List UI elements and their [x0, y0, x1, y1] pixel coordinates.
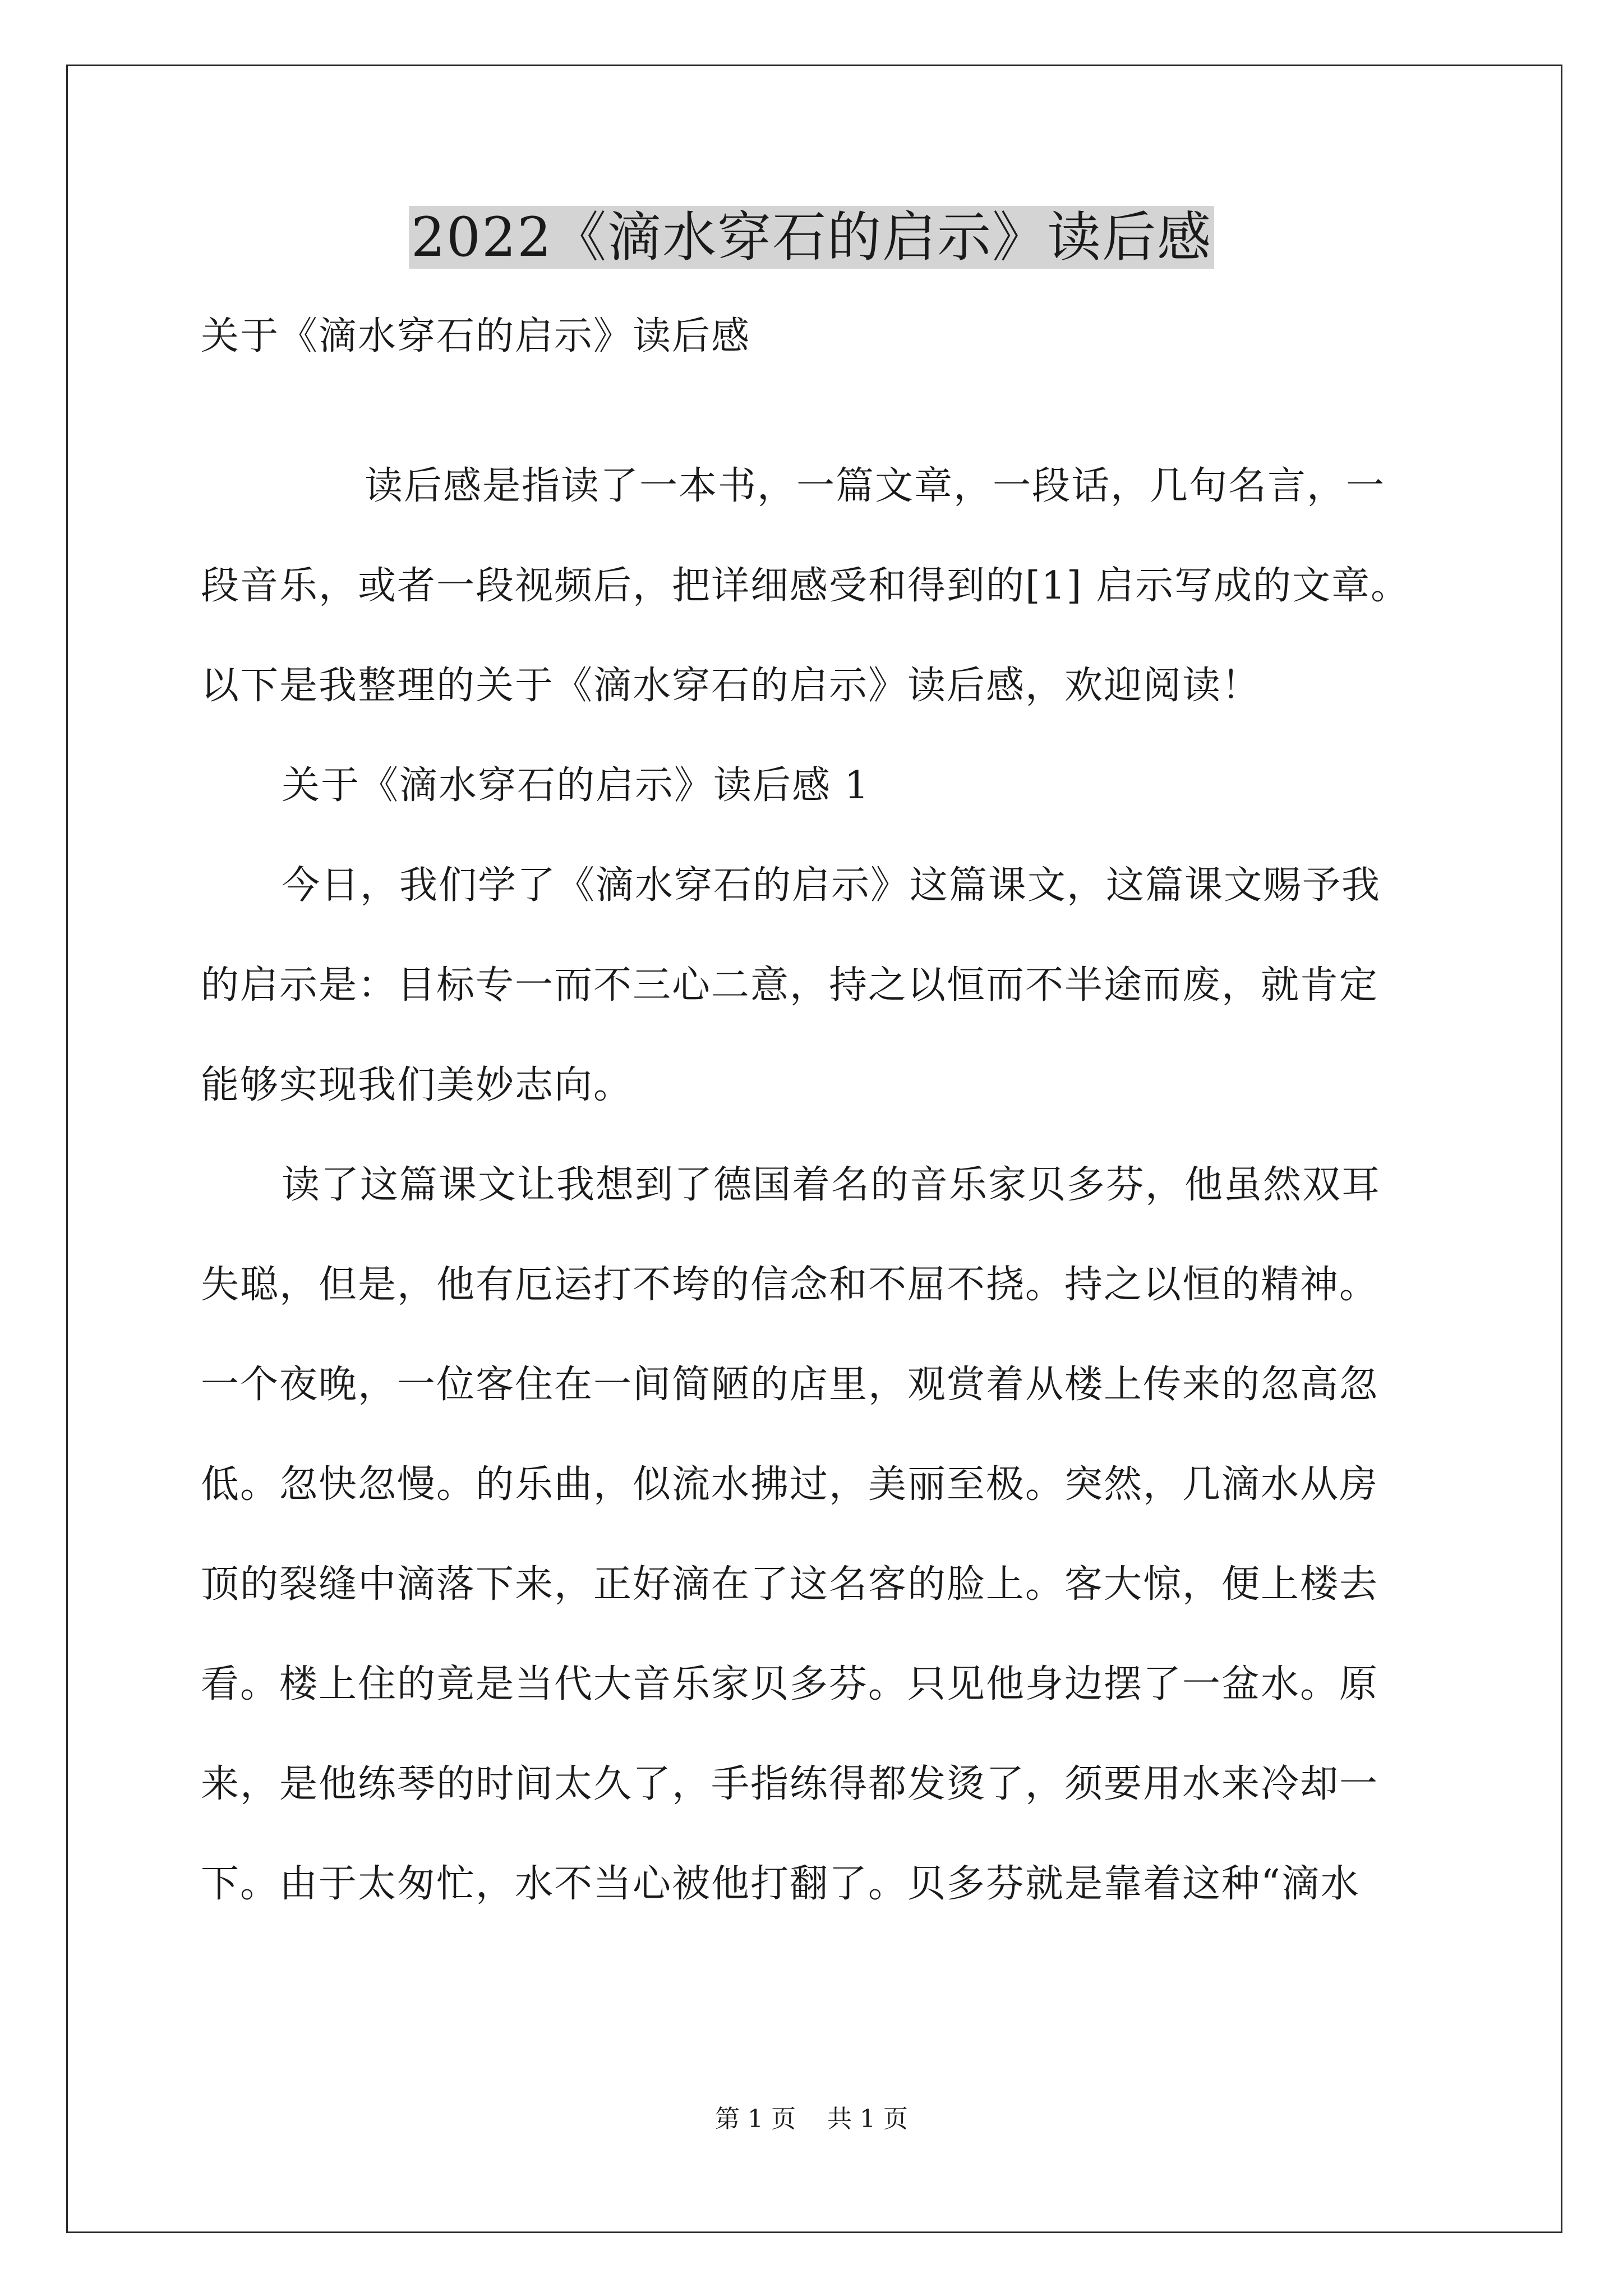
paragraph-line: 能够实现我们美妙志向。 [201, 1063, 633, 1107]
document-title [0, 195, 1623, 279]
paragraph-line: 读后感是指读了一本书，一篇文章，一段话，几句名言，一 [365, 464, 1386, 508]
paragraph-line: 读了这篇课文让我想到了德国着名的音乐家贝多芬，他虽然双耳 [282, 1163, 1381, 1207]
paragraph-line: 段音乐，或者一段视频后，把详细感受和得到的[1] 启示写成的文章。 [201, 564, 1410, 608]
paragraph-line: 一个夜晚，一位客住在一间简陋的店里，观赏着从楼上传来的忽高忽 [201, 1363, 1379, 1407]
paragraph-line: 看。楼上住的竟是当代大音乐家贝多芬。只见他身边摆了一盆水。原 [201, 1662, 1379, 1706]
paragraph-line: 失聪，但是，他有厄运打不垮的信念和不屈不挠。持之以恒的精神。 [201, 1263, 1379, 1307]
paragraph-line: 下。由于太匆忙，水不当心被他打翻了。贝多芬就是靠着这种“滴水 [201, 1862, 1360, 1906]
paragraph-line: 今日，我们学了《滴水穿石的启示》这篇课文，这篇课文赐予我 [282, 863, 1381, 908]
section-heading: 关于《滴水穿石的启示》读后感 1 [282, 763, 870, 808]
paragraph-line: 低。忽快忽慢。的乐曲，似流水拂过，美丽至极。突然，几滴水从房 [201, 1462, 1379, 1507]
paragraph-line: 的启示是：目标专一而不三心二意，持之以恒而不半途而废，就肯定 [201, 963, 1379, 1007]
paragraph-line: 以下是我整理的关于《滴水穿石的启示》读后感，欢迎阅读！ [201, 664, 1261, 708]
document-subtitle: 关于《滴水穿石的启示》读后感 [201, 314, 751, 358]
document-title-text: 2022《滴水穿石的启示》读后感 [409, 206, 1214, 269]
paragraph-line: 顶的裂缝中滴落下来，正好滴在了这名客的脸上。客大惊，便上楼去 [201, 1562, 1379, 1607]
page-number-footer: 第 1 页 共 1 页 [715, 2105, 908, 2133]
paragraph-line: 来，是他练琴的时间太久了，手指练得都发烫了，须要用水来冷却一 [201, 1762, 1379, 1806]
